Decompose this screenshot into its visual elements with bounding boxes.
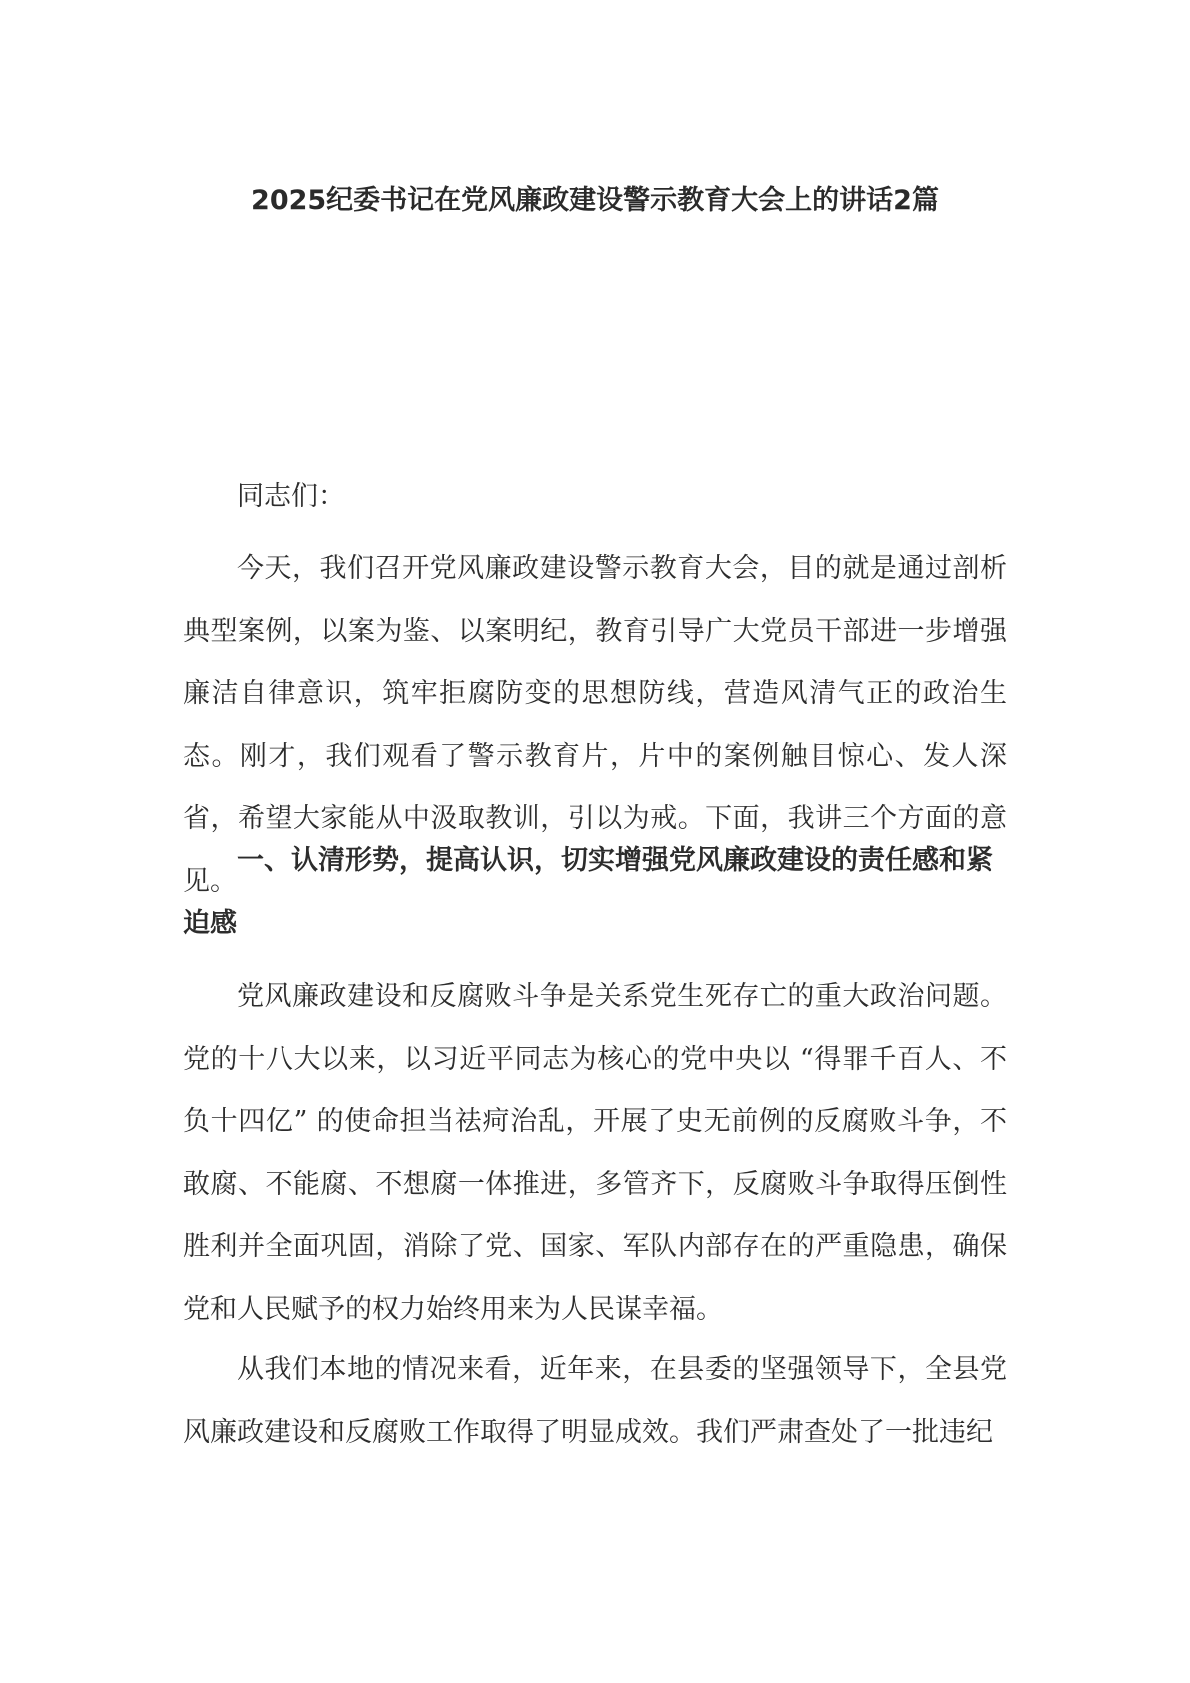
section-1-heading-block: [183, 830, 1007, 955]
section-1-heading: 一、认清形势，提高认识，切实增强党风廉政建设的责任感和紧迫感: [183, 845, 993, 939]
section-1-paragraph-2-block: [183, 1339, 1007, 1464]
document-title: 2025纪委书记在党风廉政建设警示教育大会上的讲话2篇: [251, 185, 939, 216]
section-1-paragraph-1: 党风廉政建设和反腐败斗争是关系党生死存亡的重大政治问题。党的十八大以来，以习近平同志为核心的党中央以 “得罪千百人、不负十四亿” 的使命担当祛疴治乱，开展了史无前例的反腐败斗争，不敢腐、不能腐、不想腐一体推进，多管齐下，反腐败斗争取得压倒性胜利并全面巩固，消除了党、国家、军队内部存在的严重隐患，确保党和人民赋予的权力始终用来为人民谋幸福。: [183, 981, 1007, 1325]
section-1-paragraph-1-block: [183, 966, 1007, 1341]
intro-paragraph: 今天，我们召开党风廉政建设警示教育大会，目的就是通过剖析典型案例，以案为鉴、以案明纪，教育引导广大党员干部进一步增强廉洁自律意识，筑牢拒腐防变的思想防线，营造风清气正的政治生态。刚才，我们观看了警示教育片，片中的案例触目惊心、发人深省，希望大家能从中汲取教训，引以为戒。下面，我讲三个方面的意见。: [183, 553, 1007, 897]
salutation-block: [183, 466, 1007, 529]
salutation: 同志们：: [237, 481, 345, 512]
section-1-paragraph-2: 从我们本地的情况来看，近年来，在县委的坚强领导下，全县党风廉政建设和反腐败工作取得了明显成效。我们严肃查处了一批违纪: [183, 1354, 1007, 1448]
